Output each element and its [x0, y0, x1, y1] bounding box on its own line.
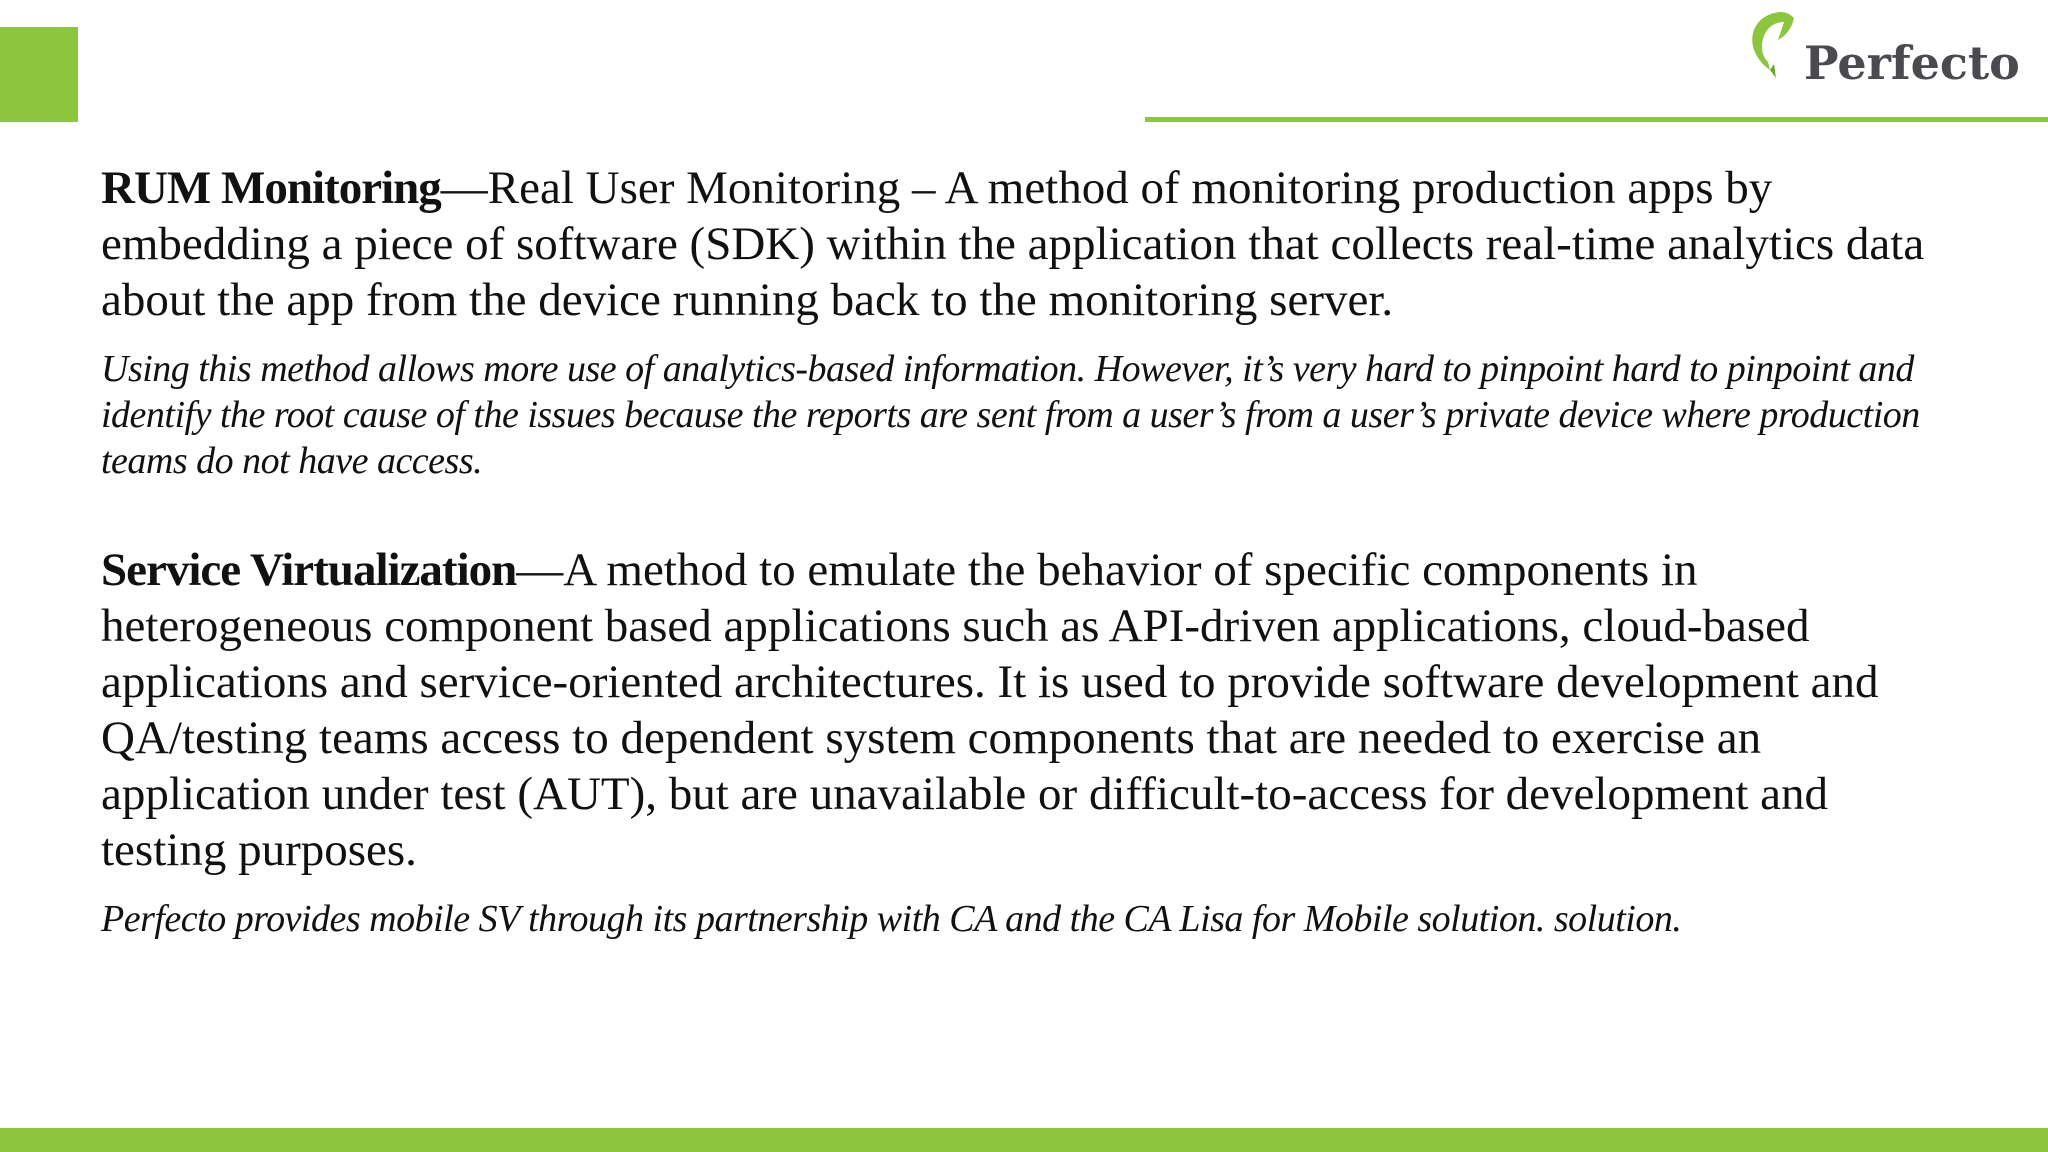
sv-definition-text: A method to emulate the behavior of specific components in heterogeneous component based applications such as API-driven applications, cloud-based applications and service-oriented architectures. It is used to provide software development and QA/testing teams access to dependent system components that are needed to exercise an application under test (AUT), but are unavailable or difficult-to-access for development and testing purposes. [101, 544, 1879, 876]
rum-term: RUM Monitoring [101, 162, 441, 214]
corner-accent-square [0, 27, 78, 122]
perfecto-logo [1740, 6, 2020, 96]
header-divider [1145, 117, 2048, 122]
rum-separator: — [440, 162, 488, 214]
slide-content [101, 160, 1941, 942]
sv-definition [101, 542, 1941, 878]
perfecto-leaf-icon [1740, 6, 1810, 86]
section-spacer [101, 484, 1941, 542]
footer-accent-bar [0, 1128, 2048, 1152]
rum-definition-text: Real User Monitoring – A method of monitoring production apps by embedding a piece of software (SDK) within the application that collects real-time analytics data about the app from the device running back to the monitoring server. [101, 162, 1925, 326]
brand-name: Perfecto [1804, 36, 2020, 90]
rum-definition [101, 160, 1941, 328]
sv-term: Service Virtualization [101, 544, 517, 596]
rum-note: Using this method allows more use of analytics-based information. However, it’s very hard to pinpoint hard to pinpoint and identify the root cause of the issues because the reports are sent from a user’s from a user’s private device where production teams do not have access. [101, 348, 1920, 482]
sv-note: Perfecto provides mobile SV through its partnership with CA and the CA Lisa for Mobile solution. solution. [101, 898, 1682, 940]
sv-separator: — [516, 544, 564, 596]
